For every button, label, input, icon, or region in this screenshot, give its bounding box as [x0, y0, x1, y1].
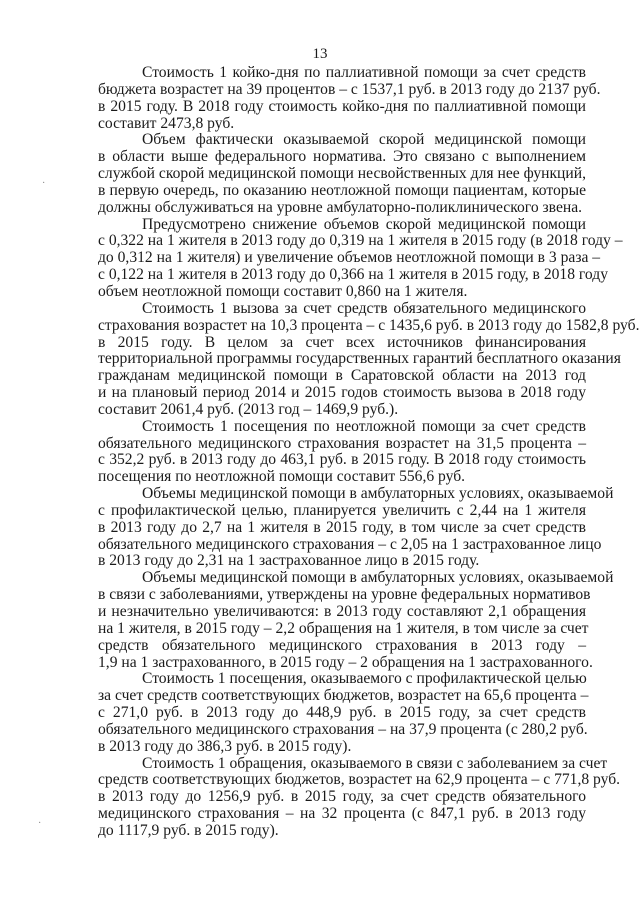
document-body [98, 64, 640, 840]
text-line: и незначительно увеличиваются: в 2013 году составляют 2,1 обращения [98, 603, 586, 620]
text-line: в 2013 году до 1256,9 руб. в 2015 году, за счет средств обязательного [98, 788, 586, 806]
text-line: с профилактической целью, планируется увеличить с 2,44 на 1 жителя [98, 501, 586, 519]
paragraph [98, 132, 586, 216]
text-line: с 0,122 на 1 жителя в 2013 году до 0,366 на 1 жителя в 2015 году, в 2018 году [98, 266, 608, 284]
text-line: с 352,2 руб. в 2013 году до 463,1 руб. в 2015 году. В 2018 году стоимость [98, 451, 586, 469]
text-line: страхования возрастет на 10,3 процента – с 1435,6 руб. в 2013 году до 1582,8 руб. [98, 316, 640, 334]
paragraph [98, 215, 623, 301]
text-line: территориальной программы государственных гарантий бесплатного оказания [98, 350, 621, 368]
scan-speck: · [38, 818, 42, 829]
paragraph [98, 754, 621, 840]
text-line: Стоимость 1 вызова за счет средств обязательного медицинского [142, 299, 586, 317]
text-line: до 0,312 на 1 жителя) и увеличение объемов неотложной помощи в 3 раза – [98, 249, 601, 267]
text-line: в связи с заболеваниями, утверждены на уровне федеральных нормативов [98, 586, 591, 604]
text-line: гражданам медицинской помощи в Саратовской области на 2013 год [98, 367, 586, 385]
text-line: обязательного медицинского страхования – с 2,05 на 1 застрахованное лицо [98, 535, 602, 553]
text-line: Стоимость 1 обращения, оказываемого в связи с заболеванием за счет [142, 754, 608, 772]
text-line: составит 2473,8 руб. [98, 114, 235, 132]
text-line: средств соответствующих бюджетов, возрастет на 62,9 процента – с 771,8 руб. [98, 771, 621, 789]
text-line: объем неотложной помощи составит 0,860 на 1 жителя. [98, 282, 468, 300]
text-line: в 2013 году до 2,7 на 1 жителя в 2015 году, в том числе за счет средств [98, 518, 586, 536]
text-line: Стоимость 1 койко-дня по паллиативной помощи за счет средств [142, 64, 586, 81]
text-line: медицинского страхования – на 32 процента (с 847,1 руб. в 2013 году [98, 805, 586, 823]
text-line: в 2013 году до 2,31 на 1 застрахованное лицо в 2015 году. [98, 552, 480, 570]
text-line: до 1117,9 руб. в 2015 году). [98, 821, 279, 839]
text-line: в первую очередь, по оказанию неотложной помощи пациентам, которые [98, 181, 586, 199]
text-line: обязательного медицинского страхования – на 37,9 процента (с 280,2 руб. [98, 720, 588, 738]
paragraph [98, 485, 614, 570]
paragraph [98, 569, 614, 671]
text-line: обязательного медицинского страхования возрастет на 31,5 процента – [98, 434, 586, 452]
page-number: 13 [312, 46, 328, 62]
text-line: в области выше федерального норматива. Это связано с выполнением [98, 148, 586, 166]
paragraph [98, 64, 601, 132]
text-line: в 2013 году до 386,3 руб. в 2015 году). [98, 737, 352, 755]
text-line: Стоимость 1 посещения по неотложной помощи за счет средств [142, 417, 586, 435]
text-line: службой скорой медицинской помощи несвойственных для нее функций, [98, 165, 586, 183]
text-line: Объем фактически оказываемой скорой медицинской помощи [142, 131, 586, 149]
text-line: с 271,0 руб. в 2013 году до 448,9 руб. в 2015 году, за счет средств [98, 704, 586, 722]
text-line: и на плановый период 2014 и 2015 годов стоимость вызова в 2018 году [98, 384, 586, 402]
text-line: средств обязательного медицинского страхования в 2013 году – [98, 636, 586, 654]
text-line: посещения по неотложной помощи составит 556,6 руб. [98, 468, 466, 486]
text-line: бюджета возрастет на 39 процентов – с 1537,1 руб. в 2013 году до 2137 руб. [98, 80, 601, 98]
paragraph [98, 419, 586, 486]
text-line: Объемы медицинской помощи в амбулаторных условиях, оказываемой [142, 485, 614, 503]
paragraph [98, 299, 640, 419]
scan-speck: · [42, 178, 46, 189]
text-line: на 1 жителя, в 2015 году – 2,2 обращения на 1 жителя, в том числе за счет [98, 619, 589, 637]
text-line: с 0,322 на 1 жителя в 2013 году до 0,319 на 1 жителя в 2015 году (в 2018 году – [98, 232, 623, 250]
text-line: в 2015 году. В целом за счет всех источников финансирования [98, 333, 586, 351]
text-line: составит 2061,4 руб. (2013 год – 1469,9 руб.). [98, 400, 399, 418]
text-line: за счет средств соответствующих бюджетов, возрастет на 65,6 процента – [98, 687, 589, 705]
text-line: 1,9 на 1 застрахованного, в 2015 году – 2 обращения на 1 застрахованного. [98, 653, 593, 671]
text-line: Стоимость 1 посещения, оказываемого с профилактической целью [142, 670, 587, 688]
text-line: в 2015 году. В 2018 году стоимость койко-дня по паллиативной помощи [98, 97, 586, 115]
text-line: Предусмотрено снижение объемов скорой медицинской помощи [142, 215, 586, 233]
paragraph [98, 670, 589, 755]
text-line: Объемы медицинской помощи в амбулаторных условиях, оказываемой [142, 569, 614, 587]
text-line: должны обслуживаться на уровне амбулаторно-поликлинического звена. [98, 198, 583, 216]
